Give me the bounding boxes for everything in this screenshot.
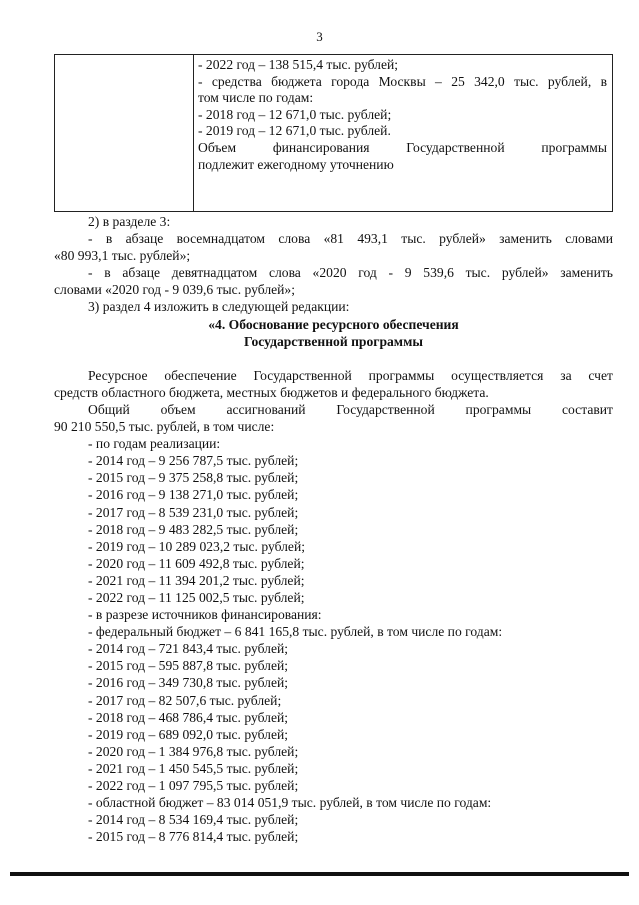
text-line: средств областного бюджета, местных бюджетов и федерального бюджета.	[54, 384, 489, 400]
text-line: - в абзаце восемнадцатом слова «81 493,1 тыс. рублей» заменить словами	[88, 231, 613, 247]
list-item: - 2016 год – 9 138 271,0 тыс. рублей;	[88, 487, 299, 503]
list-item: - 2020 год – 1 384 976,8 тыс. рублей;	[88, 743, 299, 759]
section-heading: Государственной программы	[244, 333, 423, 349]
text-line: Ресурсное обеспечение Государственной программы осуществляется за счет	[88, 367, 613, 383]
list-item: - 2022 год – 1 097 795,5 тыс. рублей;	[88, 778, 299, 793]
list-item: - 2014 год – 8 534 169,4 тыс. рублей;	[88, 812, 299, 828]
table-line: том числе по годам:	[198, 90, 314, 106]
list-item: - по годам реализации:	[88, 436, 221, 452]
table-left-cell	[55, 55, 194, 212]
list-item: - 2014 год – 721 843,4 тыс. рублей;	[88, 641, 289, 657]
list-item: - 2018 год – 9 483 282,5 тыс. рублей;	[88, 521, 299, 537]
text-line: словами «2020 год - 9 039,6 тыс. рублей»;	[54, 282, 295, 298]
bottom-scan-border	[10, 872, 629, 876]
list-item: - 2018 год – 468 786,4 тыс. рублей;	[88, 709, 289, 725]
table-line: - средства бюджета города Москвы – 25 342,0 тыс. рублей, в	[198, 73, 607, 89]
text-line: 90 210 550,5 тыс. рублей, в том числе:	[54, 419, 275, 435]
list-item: - 2017 год – 8 539 231,0 тыс. рублей;	[88, 504, 299, 520]
text-line: 2) в разделе 3:	[88, 214, 171, 229]
list-item: - областной бюджет – 83 014 051,9 тыс. рублей, в том числе по годам:	[88, 795, 492, 811]
text-line: «80 993,1 тыс. рублей»;	[54, 248, 191, 264]
list-item: - 2014 год – 9 256 787,5 тыс. рублей;	[88, 453, 299, 469]
table-line: - 2018 год – 12 671,0 тыс. рублей;	[198, 106, 392, 122]
table-row	[55, 55, 613, 212]
list-item: - 2017 год – 82 507,6 тыс. рублей;	[88, 692, 282, 708]
table-line: - 2022 год – 138 515,4 тыс. рублей;	[198, 57, 399, 72]
document-body	[54, 213, 613, 845]
list-item: - 2019 год – 689 092,0 тыс. рублей;	[88, 726, 289, 742]
text-line: Общий объем ассигнований Государственной программы составит	[88, 401, 613, 417]
table-line: Объем финансирования Государственной программы	[198, 139, 607, 155]
section-heading: «4. Обоснование ресурсного обеспечения	[208, 316, 459, 332]
page-number: 3	[316, 29, 323, 44]
list-item: - 2015 год – 595 887,8 тыс. рублей;	[88, 658, 289, 674]
blank-line	[88, 350, 613, 367]
text-line: 3) раздел 4 изложить в следующей редакции:	[88, 299, 350, 315]
table-line: - 2019 год – 12 671,0 тыс. рублей.	[198, 123, 391, 139]
list-item: - 2019 год – 10 289 023,2 тыс. рублей;	[88, 538, 306, 554]
list-item: - 2021 год – 11 394 201,2 тыс. рублей;	[88, 572, 305, 588]
list-item: - 2016 год – 349 730,8 тыс. рублей;	[88, 675, 289, 691]
list-item: - 2022 год – 11 125 002,5 тыс. рублей;	[88, 589, 305, 605]
list-item: - 2015 год – 9 375 258,8 тыс. рублей;	[88, 470, 299, 486]
table-line: подлежит ежегодному уточнению	[198, 156, 394, 172]
list-item: - федеральный бюджет – 6 841 165,8 тыс. рублей, в том числе по годам:	[88, 624, 503, 640]
table-right-cell	[194, 55, 613, 212]
financing-table	[54, 54, 613, 212]
text-line: - в абзаце девятнадцатом слова «2020 год - 9 539,6 тыс. рублей» заменить	[88, 265, 613, 281]
list-item: - 2021 год – 1 450 545,5 тыс. рублей;	[88, 760, 299, 776]
list-item: - 2015 год – 8 776 814,4 тыс. рублей;	[88, 829, 299, 845]
list-item: - в разрезе источников финансирования:	[88, 607, 322, 623]
list-item: - 2020 год – 11 609 492,8 тыс. рублей;	[88, 555, 305, 571]
